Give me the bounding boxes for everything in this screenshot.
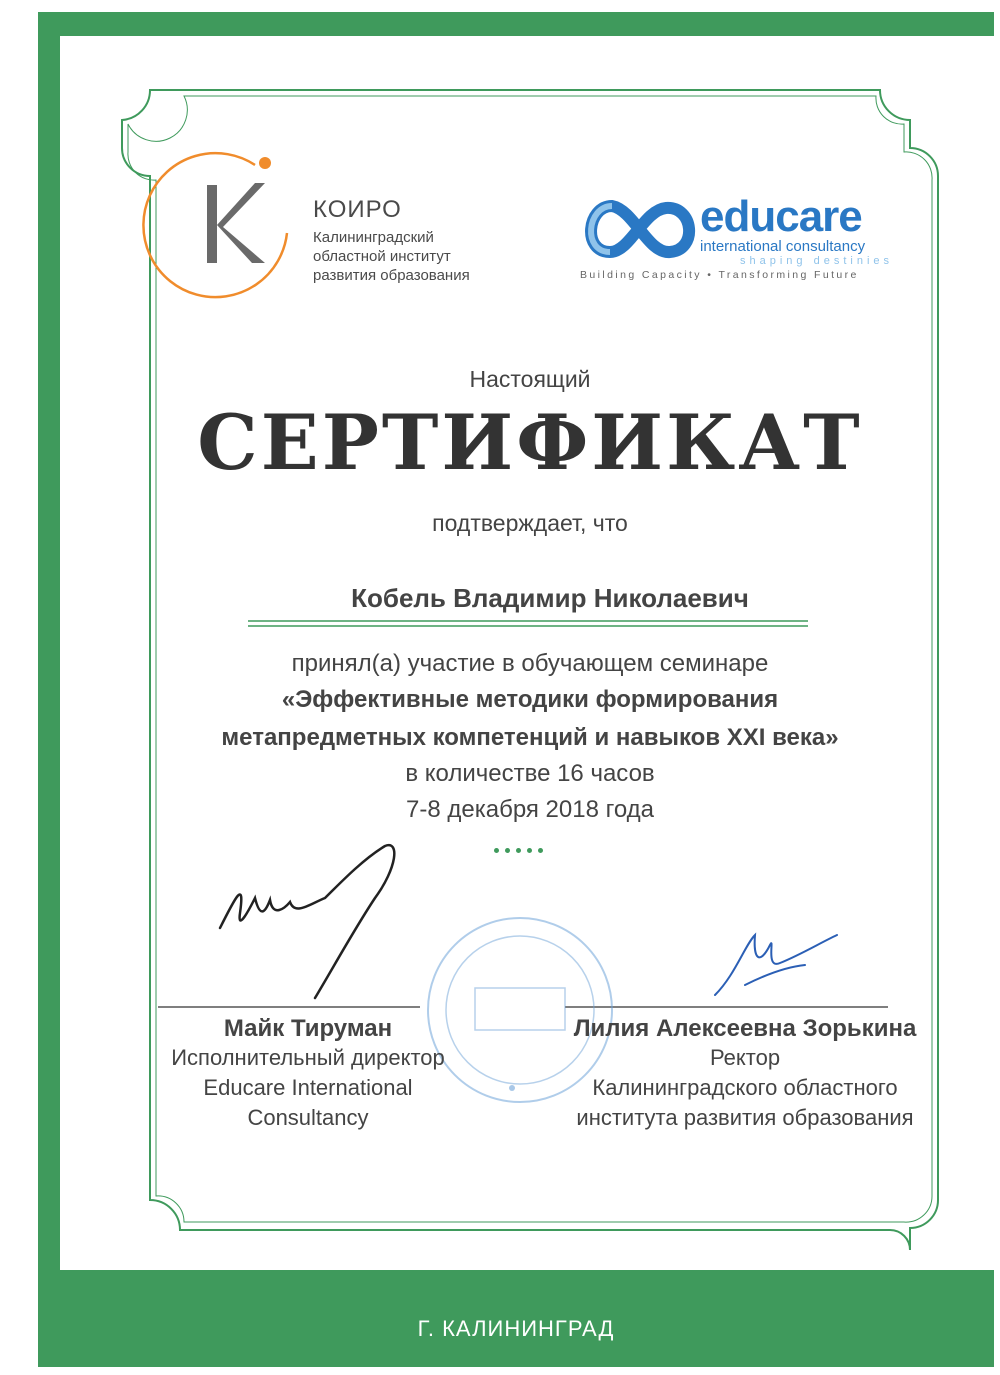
signatory-left-role: Consultancy (247, 1105, 369, 1130)
certificate-title: СЕРТИФИКАТ (197, 398, 863, 487)
educare-infinity-icon (582, 196, 700, 262)
koiro-title: КОИРО (313, 196, 402, 223)
signatory-right-role: Калининградского областного (592, 1075, 898, 1100)
koiro-subtitle-line: Калининградский (313, 229, 434, 246)
signatory-right-role: Ректор (709, 1045, 781, 1070)
seminar-title-line2: метапредметных компетенций и навыков XXI века» (221, 724, 839, 751)
koiro-subtitle (313, 228, 470, 285)
educare-subtitle: international consultancy (700, 238, 866, 255)
intro-text: Настоящий (469, 366, 591, 392)
educare-tagline: Building Capacity • Transforming Future (580, 269, 859, 281)
educare-name: educare (700, 192, 862, 241)
signature-left (215, 838, 415, 1003)
koiro-logo-icon (137, 143, 297, 303)
seminar-title-line1: «Эффективные методики формирования (281, 686, 779, 713)
confirms-text: подтверждает, что (432, 510, 628, 536)
participation-text: принял(а) участие в обучающем семинаре (291, 650, 769, 677)
signatory-left (158, 1015, 458, 1133)
hours-text: в количестве 16 часов (405, 760, 655, 787)
recipient-name: Кобель Владимир Николаевич (351, 583, 749, 613)
signatory-left-name: Майк Тируман (223, 1015, 393, 1042)
koiro-subtitle-line: областной институт (313, 248, 451, 265)
koiro-subtitle-line: развития образования (313, 267, 470, 284)
divider-dots (494, 848, 549, 853)
footer-city: Г. КАЛИНИНГРАД (417, 1316, 615, 1341)
educare-slogan: shaping destinies (740, 255, 894, 267)
signatory-right-role: института развития образования (576, 1105, 914, 1130)
signatory-left-role: Исполнительный директор (171, 1045, 445, 1070)
signature-right (705, 915, 845, 1005)
signatory-left-role: Educare International (203, 1075, 413, 1100)
signatory-right-name: Лилия Алексеевна Зорькина (573, 1015, 917, 1042)
signatory-right (565, 1015, 925, 1133)
dates-text: 7-8 декабря 2018 года (405, 796, 655, 823)
